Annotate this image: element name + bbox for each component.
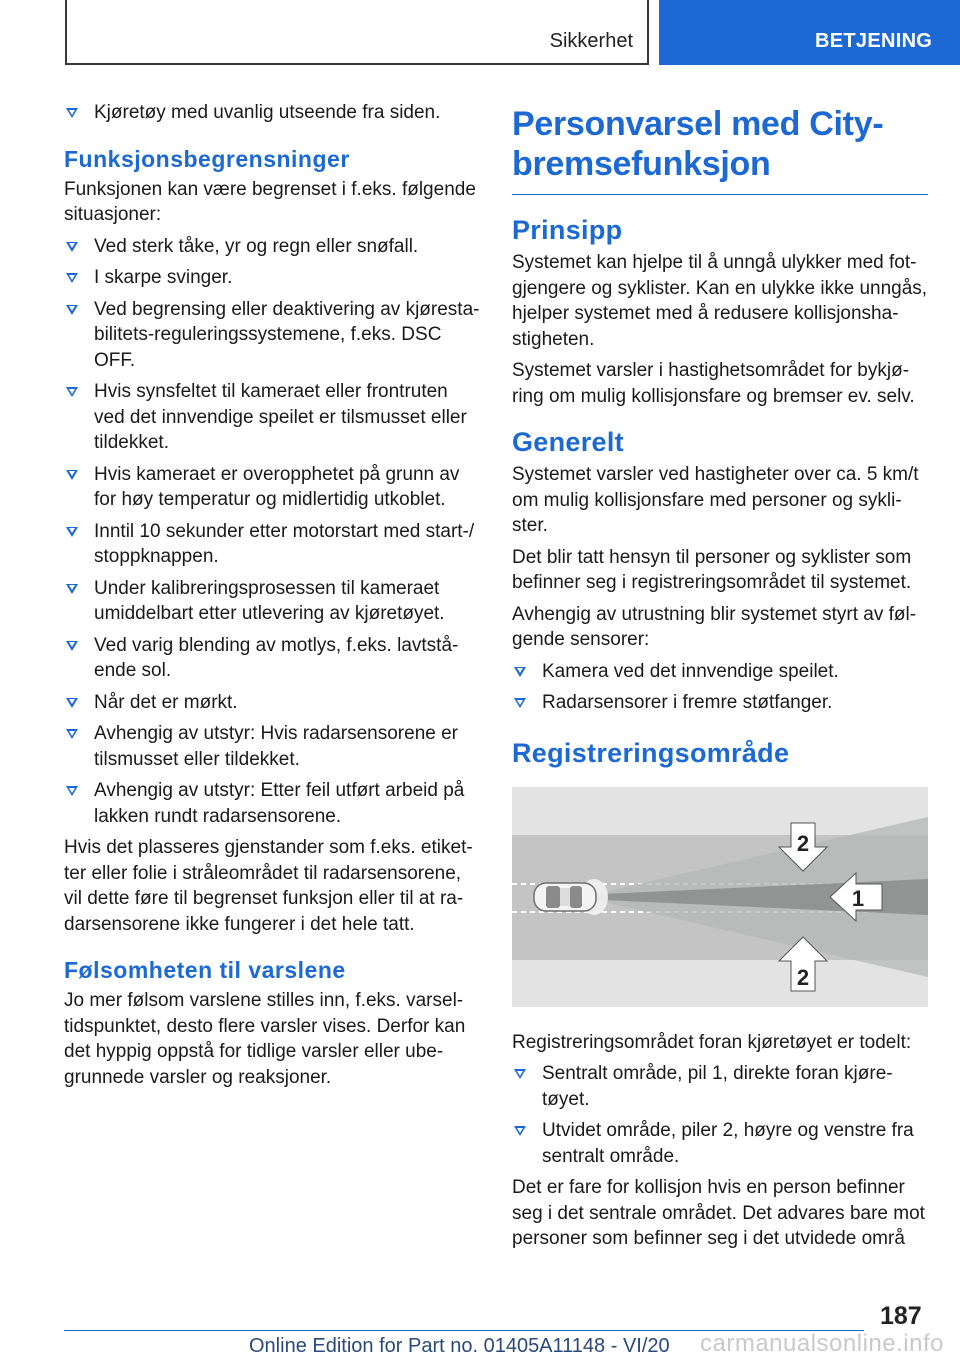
list-item: Inntil 10 sekunder etter motorstart med start-/ stoppknappen. [64,519,480,570]
bullet-triangle-icon [66,273,78,283]
bullet-triangle-icon [66,786,78,796]
bullet-triangle-icon [66,584,78,594]
section-heading-general: Generelt [512,427,624,457]
arrow-label-2-bottom: 2 [796,964,810,990]
bullet-triangle-icon [514,698,526,708]
bullet-triangle-icon [66,470,78,480]
section-heading-limits: Funksjonsbegrensninger [64,145,350,172]
limits-list [64,234,480,830]
general-text-2: Det blir tatt hensyn til personer og syklister som befinner seg i registreringsområdet til systemet. [512,546,912,593]
list-item: Avhengig av utstyr: Hvis radarsensorene er tilsmusset eller tildekket. [64,721,480,772]
header-chapter-label: BETJENING [815,30,933,52]
bullet-triangle-icon [66,698,78,708]
radar-note: Hvis det plasseres gjenstander som f.eks. etiketter eller folie i stråleområdet til radarsensorene, vil dette føre til begrenset funksjon eller til at radarsensorene ikke fungerer i det hele tatt. [64,837,473,935]
left-column [64,100,480,1096]
bullet-triangle-icon [66,641,78,651]
list-item: Avhengig av utstyr: Etter feil utført arbeid på lakken rundt radarsensorene. [64,778,480,829]
principle-text-2: Systemet varsler i hastighetsområdet for bykjøring om mulig kollisjonsfare og bremser ev. selv. [512,360,915,407]
principle-text-1: Systemet kan hjelpe til å unngå ulykker med fotgjengere og syklister. Kan en ulykke ikke unngås, hjelper systemet med å redusere kollisjonshastigheten. [512,252,928,350]
bullet-triangle-icon [66,527,78,537]
arrow-label-1: 1 [851,885,865,911]
general-text-1: Systemet varsler ved hastigheter over ca. 5 km/t om mulig kollisjonsfare med personer og syklister. [512,464,919,536]
right-column [512,104,928,1258]
bullet-triangle-icon [66,108,78,118]
section-heading-detection: Registreringsområde [512,737,790,768]
bullet-triangle-icon [514,667,526,677]
list-item: Sentralt område, pil 1, direkte foran kjøretøyet. [512,1061,928,1112]
detection-intro: Registreringsområdet foran kjøretøyet er todelt: [512,1031,912,1053]
list-item: Ved varig blending av motlys, f.eks. lavtstående sol. [64,633,480,684]
arrow-label-2-top: 2 [796,830,810,856]
bullet-triangle-icon [514,1069,526,1079]
bullet-triangle-icon [66,387,78,397]
footer-watermark: carmanualsonline.info [700,1330,944,1357]
page-number: 187 [880,1302,922,1330]
header-section-label: Sikkerhet [549,30,633,52]
page-title: Personvarsel med City-bremsefunksjon [512,104,928,195]
limits-intro: Funksjonen kan være begrenset i f.eks. følgende situasjoner: [64,178,476,225]
list-item: Ved begrensing eller deaktivering av kjørestabilitets-reguleringssystemene, f.eks. DSC OFF. [64,297,480,374]
list-item: Radarsensorer i fremre støtfanger. [512,690,928,716]
header-section-tab [65,0,649,65]
list-item: Under kalibreringsprosessen til kameraet umiddelbart etter utlevering av kjøretøyet. [64,576,480,627]
list-item: Kjøretøy med uvanlig utseende fra siden. [64,100,480,126]
list-item: Hvis kameraet er overopphetet på grunn av for høy temperatur og midlertidig utkoblet. [64,462,480,513]
bullet-triangle-icon [66,729,78,739]
general-text-3: Avhengig av utrustning blir systemet styrt av følgende sensorer: [512,603,917,650]
detection-area-illustration [512,787,928,1007]
list-item: Hvis synsfeltet til kameraet eller frontruten ved det innvendige speilet er tilsmusset eller tildekket. [64,379,480,456]
list-item: Når det er mørkt. [64,690,480,716]
list-item: Kamera ved det innvendige speilet. [512,659,928,685]
list-item: Utvidet område, piler 2, høyre og venstre fra sentralt område. [512,1118,928,1169]
header-chapter-tab [659,0,960,65]
sensitivity-text: Jo mer følsom varslene stilles inn, f.eks. varseltidspunktet, desto flere varsler vises. Derfor kan det hyppig oppstå for tidlige varsler eller ubegrunnede varsler og reaksjoner. [64,990,466,1088]
section-heading-principle: Prinsipp [512,215,623,245]
section-heading-sensitivity: Følsomheten til varslene [64,957,346,983]
detection-text: Det er fare for kollisjon hvis en person befinner seg i det sentrale området. Det advares bare mot personer som befinner seg i det utvidede områ [512,1177,925,1249]
bullet-triangle-icon [66,305,78,315]
bullet-triangle-icon [66,242,78,252]
list-item: Ved sterk tåke, yr og regn eller snøfall. [64,234,480,260]
vehicle [534,883,596,911]
footer-edition: Online Edition for Part no. 01405A11148 - VI/20 [249,1335,670,1357]
bullet-triangle-icon [514,1126,526,1136]
list-item: I skarpe svinger. [64,265,480,291]
